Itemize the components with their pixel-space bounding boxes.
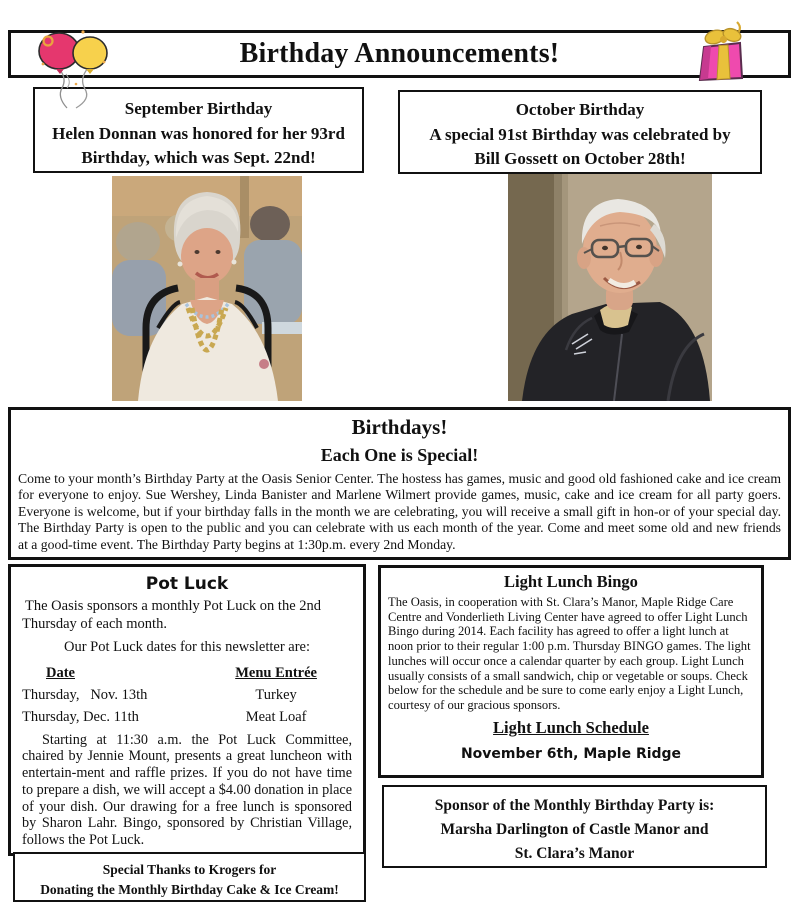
pot-luck-table-header-row: [22, 663, 352, 685]
september-box-title: September Birthday: [124, 99, 273, 118]
light-lunch-schedule-entry: November 6th, Maple Ridge: [460, 745, 682, 762]
birthdays-body-text: Come to your month’s Birthday Party at the Oasis Senior Center. The hostess has games, music and good old fashioned cake and ice cream for everyone to enjoy. Sue Wershey, Linda Banister and Marlene Wilmert provide games, music, cake and ice cream for all party goers. Everyone is welcome, but if your birthday falls in the month we are celebrating, you will receive a small gift in hon-or of your special day. The Birthday Party is open to the public and you can celebrate with us each month of the year. Come and meet some old and new friends at a good-time event. The Birthday Party begins at 1:30p.m. every 2nd Monday.: [18, 471, 781, 552]
pot-luck-menu-cell: Turkey: [255, 687, 297, 703]
light-lunch-body-text: The Oasis, in cooperation with St. Clara’s Manor, Maple Ridge Care Centre and Vonderlieth Living Center have agreed to offer Light Lunch Bingo during 2014. Each facility has agreed to offer a light lunch at noon prior to their regular 1:00 p.m. Thursday BINGO games. The light lunches will occur once a calendar quarter by each group. Light Lunch usually consists of a small sandwich, chip or vegetable or soups. Check below for the schedule and be sure to come early enjoy a Light Lunch, courtesy of our gracious sponsors.: [388, 595, 751, 712]
pot-luck-header-date: Date: [46, 665, 75, 681]
october-birthday-box: [398, 90, 762, 174]
sponsor-line: Sponsor of the Monthly Birthday Party is:: [434, 797, 715, 814]
birthdays-box: [8, 407, 791, 560]
krogers-thanks-box: [13, 852, 366, 902]
pot-luck-header-menu: Menu Entrée: [235, 665, 317, 681]
sponsor-line: St. Clara’s Manor: [514, 845, 635, 862]
pot-luck-body-text: Starting at 11:30 a.m. the Pot Luck Committee, chaired by Jennie Mount, presents a great luncheon with entertain-ment and raffle prizes. If you do not have time to prepare a dish, we will accept a $4.00 donation in place of your dish. Our drawing for a free lunch is sponsored by Sharon Lahr. Bingo, sponsored by Christian Village, follows the Pot Luck.: [22, 731, 352, 849]
page-title: Birthday Announcements!: [239, 38, 560, 69]
september-box-line: Helen Donnan was honored for her 93rd: [52, 123, 345, 143]
photo-bill-gossett: [508, 174, 712, 401]
table-row: [22, 707, 352, 729]
sponsor-box: [382, 785, 767, 868]
pot-luck-title: Pot Luck: [145, 574, 229, 594]
pot-luck-menu-cell: Meat Loaf: [245, 709, 307, 725]
october-box-title: October Birthday: [515, 100, 645, 119]
birthdays-subtitle: Each One is Special!: [320, 445, 479, 465]
light-lunch-title: Light Lunch Bingo: [504, 572, 638, 591]
birthdays-title: Birthdays!: [351, 415, 448, 439]
pot-luck-table: [22, 663, 352, 729]
table-row: [22, 685, 352, 707]
pot-luck-intro: The Oasis sponsors a monthly Pot Luck on the 2nd Thursday of each month.: [22, 598, 322, 632]
october-box-line: A special 91st Birthday was celebrated by: [429, 124, 731, 144]
october-box-line: Bill Gossett on October 28th!: [474, 149, 686, 168]
light-lunch-bingo-box: [378, 565, 764, 778]
krogers-line: Donating the Monthly Birthday Cake & Ice Cream!: [40, 882, 339, 897]
pot-luck-dates-line: Our Pot Luck dates for this newsletter are:: [63, 639, 311, 655]
pot-luck-date-cell: Thursday, Dec. 11th: [22, 709, 139, 725]
krogers-line: Special Thanks to Krogers for: [102, 862, 277, 877]
photo-helen-donnan: [112, 176, 302, 401]
header-bar: [8, 30, 791, 78]
pot-luck-date-cell: Thursday, Nov. 13th: [22, 687, 148, 703]
balloons-icon: [36, 28, 110, 110]
gift-icon: [690, 21, 752, 83]
light-lunch-schedule-title: Light Lunch Schedule: [493, 717, 649, 737]
pot-luck-box: [8, 564, 366, 856]
balloon-yellow: [73, 37, 107, 74]
sponsor-line: Marsha Darlington of Castle Manor and: [440, 821, 709, 838]
september-box-line: Birthday, which was Sept. 22nd!: [81, 148, 316, 167]
